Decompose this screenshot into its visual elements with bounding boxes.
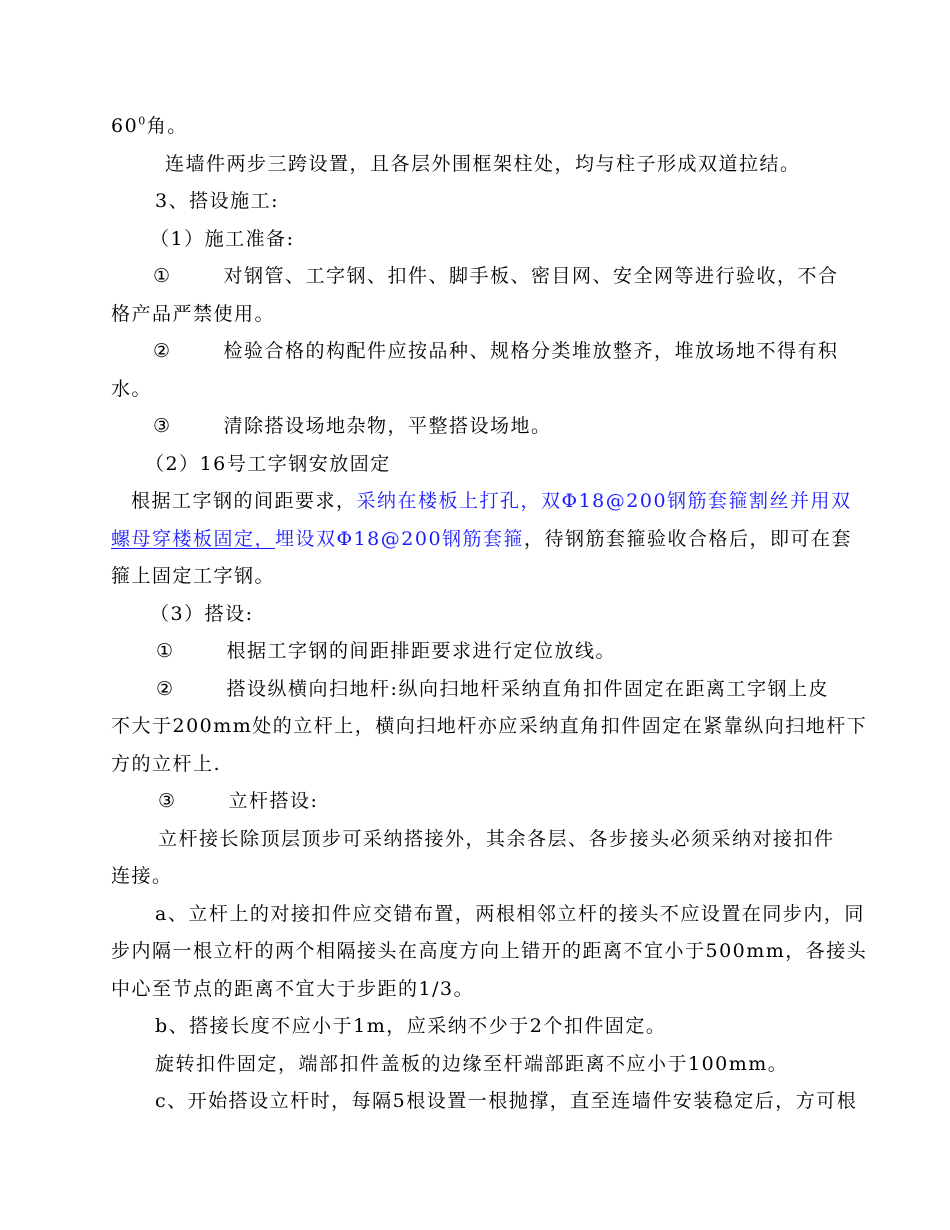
list-number: ① [156,640,175,662]
subheading-beam-fixing: （2）16号工字钢安放固定 [145,453,391,475]
text-line: 水。 [111,378,153,400]
text-line: 步内隔一根立杆的两个相隔接头在高度方向上错开的距离不宜小于500mm，各接头 [111,940,868,962]
list-item [153,414,552,438]
subheading-preparation: （1）施工准备: [150,228,295,250]
text-line: 方的立杆上. [111,753,222,775]
text: 立杆搭设: [228,790,319,812]
highlighted-text: 采纳在楼板上打孔，双Φ18@200钢筋套箍割丝并用双 [356,490,852,512]
text-line: 箍上固定工字钢。 [111,565,276,587]
superscript: 0 [138,114,147,128]
highlighted-text: 埋设双Φ18@200钢筋套箍 [275,528,525,550]
text-line: a、立杆上的对接扣件应交错布置，两根相邻立杆的接头不应设置在同步内，同 [155,903,865,925]
text-line: 立杆接长除顶层顶步可采纳搭接外，其余各层、各步接头必须采纳对接扣件 [158,828,835,850]
text: 检验合格的构配件应按品种、规格分类堆放整齐，堆放场地不得有积 [223,340,839,362]
text-line: 连接。 [111,865,173,887]
list-item [153,339,839,363]
text: 搭设纵横向扫地杆:纵向扫地杆采纳直角扣件固定在距离工字钢上皮 [226,678,829,700]
text-line: 格产品严禁使用。 [111,303,276,325]
list-number: ① [153,265,172,287]
list-number: ② [153,340,172,362]
text: 根据工字钢的间距排距要求进行定位放线。 [226,640,617,662]
list-number: ③ [158,790,177,812]
text-line: 旋转扣件固定，端部扣件盖板的边缘至杆端部距离不应小于100mm。 [155,1053,789,1075]
text: 对钢管、工字钢、扣件、脚手板、密目网、安全网等进行验收，不合 [223,265,839,287]
text: 清除搭设场地杂物，平整搭设场地。 [223,415,552,437]
text: 60 [111,115,139,137]
heading-construction: 3、搭设施工: [155,190,279,212]
text: 角。 [146,115,188,137]
text: ，待钢筋套箍验收合格后，即可在套 [524,528,853,550]
list-number: ② [156,678,175,700]
underlined-link-text[interactable]: 螺母穿楼板固定， [111,528,276,550]
list-item [153,264,839,288]
text-line [111,114,188,138]
text-line [111,527,852,551]
list-item [158,789,318,813]
text-line [131,489,852,513]
list-number: ③ [153,415,172,437]
list-item [156,677,829,701]
text: 根据工字钢的间距要求， [131,490,357,512]
list-item [156,639,616,663]
text-line: c、开始搭设立杆时，每隔5根设置一根抛撑，直至连墙件安装稳定后，方可根 [155,1090,858,1112]
text-line: b、搭接长度不应小于1m，应采纳不少于2个扣件固定。 [155,1015,667,1037]
text-line: 连墙件两步三跨设置，且各层外围框架柱处，均与柱子形成双道拉结。 [165,153,801,175]
text-line: 中心至节点的距离不宜大于步距的1/3。 [111,978,475,1000]
subheading-erection: （3）搭设: [150,603,254,625]
text-line: 不大于200mm处的立杆上，横向扫地杆亦应采纳直角扣件固定在紧靠纵向扫地杆下 [111,715,868,737]
